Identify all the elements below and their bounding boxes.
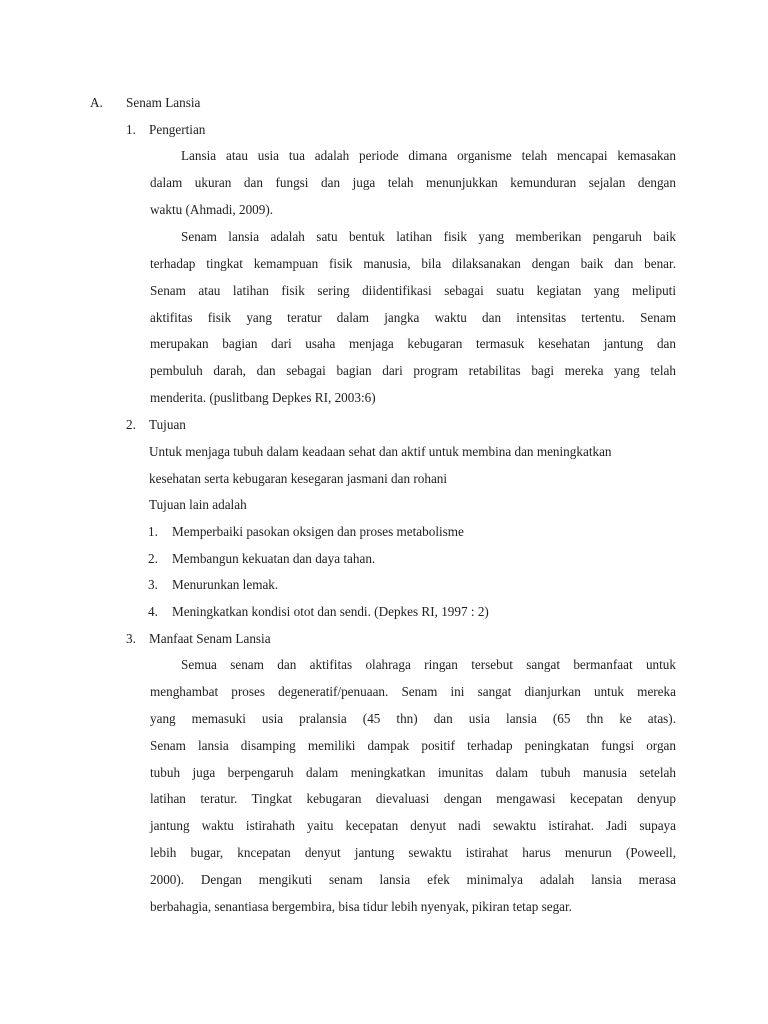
paragraph-line: Senam atau latihan fisik sering diidentifikasi sebagai suatu kegiatan yang meliputi <box>150 283 676 298</box>
paragraph-line: jantung waktu istirahath yaitu kecepatan denyut nadi sewaktu istirahat. Jadi supaya <box>150 818 676 833</box>
paragraph-line: 2000). Dengan mengikuti senam lansia efek minimalya adalah lansia merasa <box>150 872 676 887</box>
paragraph-line: terhadap tingkat kemampuan fisik manusia, bila dilaksanakan dengan baik dan benar. <box>150 256 676 271</box>
list-item-number: 3. <box>148 577 158 592</box>
subsection-2-title: Tujuan <box>149 417 186 432</box>
paragraph-line: kesehatan serta kebugaran kesegaran jasmani dan rohani <box>149 471 448 486</box>
paragraph-line: lebih bugar, kncepatan denyut jantung sewaktu istirahat harus menurun (Poweell, <box>150 845 676 860</box>
paragraph-line: Senam lansia adalah satu bentuk latihan fisik yang memberikan pengaruh baik <box>181 229 676 244</box>
subsection-2-number: 2. <box>126 417 136 432</box>
paragraph-line: Semua senam dan aktifitas olahraga ringan tersebut sangat bermanfaat untuk <box>181 657 676 672</box>
list-item-number: 1. <box>148 524 158 539</box>
paragraph-line: berbahagia, senantiasa bergembira, bisa tidur lebih nyenyak, pikiran tetap segar. <box>150 899 572 914</box>
paragraph-line: menghambat proses degeneratif/penuaan. Senam ini sangat dianjurkan untuk mereka <box>150 684 676 699</box>
section-title: Senam Lansia <box>126 95 201 110</box>
list-item-number: 4. <box>148 604 158 619</box>
paragraph-line: yang memasuki usia pralansia (45 thn) dan usia lansia (65 thn ke atas). <box>150 711 676 726</box>
paragraph-line: menderita. (puslitbang Depkes RI, 2003:6) <box>150 390 376 405</box>
list-intro-label: Tujuan lain adalah <box>149 497 247 512</box>
paragraph-line: aktifitas fisik yang teratur dalam jangka waktu dan intensitas tertentu. Senam <box>150 310 676 325</box>
section-letter: A. <box>90 95 103 110</box>
paragraph-line: tubuh juga berpengaruh dalam meningkatkan imunitas dalam tubuh manusia setelah <box>150 765 676 780</box>
paragraph-line: waktu (Ahmadi, 2009). <box>150 202 274 217</box>
list-item-text: Menurunkan lemak. <box>172 577 279 592</box>
paragraph-line: pembuluh darah, dan sebagai bagian dari program retabilitas bagi mereka yang telah <box>150 363 676 378</box>
subsection-1-title: Pengertian <box>149 122 206 137</box>
subsection-1-number: 1. <box>126 122 136 137</box>
list-item-text: Membangun kekuatan dan daya tahan. <box>172 551 376 566</box>
paragraph-line: Lansia atau usia tua adalah periode dimana organisme telah mencapai kemasakan <box>181 148 676 163</box>
subsection-3-number: 3. <box>126 631 136 646</box>
list-item-text: Meningkatkan kondisi otot dan sendi. (Depkes RI, 1997 : 2) <box>172 604 489 619</box>
paragraph-line: Untuk menjaga tubuh dalam keadaan sehat dan aktif untuk membina dan meningkatkan <box>149 444 612 459</box>
list-item-text: Memperbaiki pasokan oksigen dan proses metabolisme <box>172 524 464 539</box>
paragraph-line: dalam ukuran dan fungsi dan juga telah menunjukkan kemunduran sejalan dengan <box>150 175 676 190</box>
list-item-number: 2. <box>148 551 158 566</box>
subsection-3-title: Manfaat Senam Lansia <box>149 631 271 646</box>
paragraph-line: Senam lansia disamping memiliki dampak positif terhadap peningkatan fungsi organ <box>150 738 676 753</box>
paragraph-line: latihan teratur. Tingkat kebugaran dievaluasi dengan mengawasi kecepatan denyup <box>150 791 676 806</box>
paragraph-line: merupakan bagian dari usaha menjaga kebugaran termasuk kesehatan jantung dan <box>150 336 676 351</box>
